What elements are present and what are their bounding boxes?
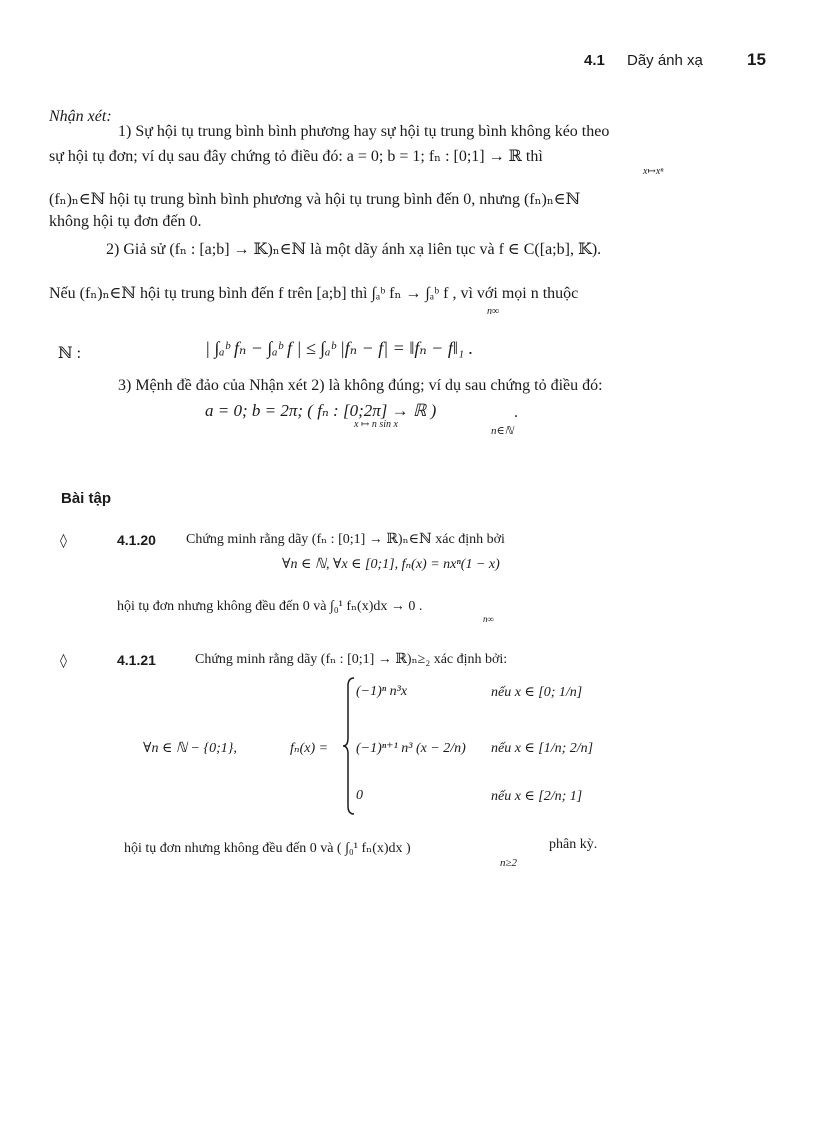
exercise-bullet: ◊ [60,533,67,549]
remark-3-map-label: x ↦ n sin x [354,419,398,430]
exercise-number: 4.1.21 [117,652,156,668]
exercise-conclusion-end: phân kỳ. [549,837,598,852]
remark-1-line-3: (fₙ)ₙ∈ℕ hội tụ trung bình bình phương và hội tụ trung bình đến 0, nhưng (fₙ)ₙ∈ℕ [49,191,581,208]
piecewise-case-3: 0 [356,788,363,803]
remark-2-set: ℕ : [58,345,82,362]
exercise-number: 4.1.20 [117,532,156,548]
exercise-conclusion-index: n≥2 [500,857,518,869]
remark-1-line-1: 1) Sự hội tụ trung bình bình phương hay sự hội tụ trung bình không kéo theo [118,123,610,140]
exercise-conclusion: hội tụ đơn nhưng không đều đến 0 và ∫₀¹ fₙ(x)dx → 0 . [117,599,423,614]
remark-2-line-1: 2) Giả sử (fₙ : [a;b] → 𝕂)ₙ∈ℕ là một dãy ánh xạ liên tục và f ∈ C([a;b], 𝕂). [106,241,602,258]
remark-3-line-1: 3) Mệnh đề đảo của Nhận xét 2) là không đúng; ví dụ sau chứng tỏ điều đó: [118,377,603,394]
exercises-title: Bài tập [61,490,112,507]
piecewise-case-2: (−1)ⁿ⁺¹ n³ (x − 2/n) [356,741,466,756]
page-number: 15 [747,50,766,69]
remark-3-formula: a = 0; b = 2π; ( fₙ : [0;2π] → ℝ ) [205,401,437,420]
exercise-statement: Chứng minh rằng dãy (fₙ : [0;1] → ℝ)ₙ≥₂ xác định bởi: [195,652,508,667]
remark-1-map-label: x↦xⁿ [643,166,664,177]
section-number: 4.1 [584,52,605,69]
remark-3-dot: . [514,404,518,421]
piecewise-condition-3: nếu x ∈ [2/n; 1] [491,789,583,804]
piecewise-function-name: fₙ(x) = [290,741,329,756]
remarks-title: Nhận xét: [49,108,112,125]
exercise-bullet: ◊ [60,653,67,669]
remark-2-formula: | ∫ₐᵇ fₙ − ∫ₐᵇ f | ≤ ∫ₐᵇ |fₙ − f| = ‖fₙ − f‖₁ . [205,338,474,358]
piecewise-case-1: (−1)ⁿ n³x [356,684,408,699]
piecewise-quantifier: ∀n ∈ ℕ − {0;1}, [143,741,237,756]
remark-2-limit-label: n∞ [487,306,500,317]
remark-2-line-2: Nếu (fₙ)ₙ∈ℕ hội tụ trung bình đến f trên [a;b] thì ∫ₐᵇ fₙ → ∫ₐᵇ f , vì với mọi n thuộc [49,285,579,302]
remark-3-index: n∈ℕ [491,425,514,437]
exercise-statement: Chứng minh rằng dãy (fₙ : [0;1] → ℝ)ₙ∈ℕ xác định bởi [186,532,505,547]
section-title: Dãy ánh xạ [627,52,703,69]
exercise-limit-label: n∞ [483,614,494,624]
remark-1-line-4: không hội tụ đơn đến 0. [49,213,202,230]
exercise-conclusion: hội tụ đơn nhưng không đều đến 0 và ( ∫₀¹ fₙ(x)dx ) [124,841,411,856]
exercise-formula: ∀n ∈ ℕ, ∀x ∈ [0;1], fₙ(x) = nxⁿ(1 − x) [282,557,500,572]
piecewise-condition-1: nếu x ∈ [0; 1/n] [491,685,583,700]
remark-1-line-2: sự hội tụ đơn; ví dụ sau đây chứng tỏ điều đó: a = 0; b = 1; fₙ : [0;1] → ℝ thì [49,148,543,165]
piecewise-condition-2: nếu x ∈ [1/n; 2/n] [491,741,594,756]
